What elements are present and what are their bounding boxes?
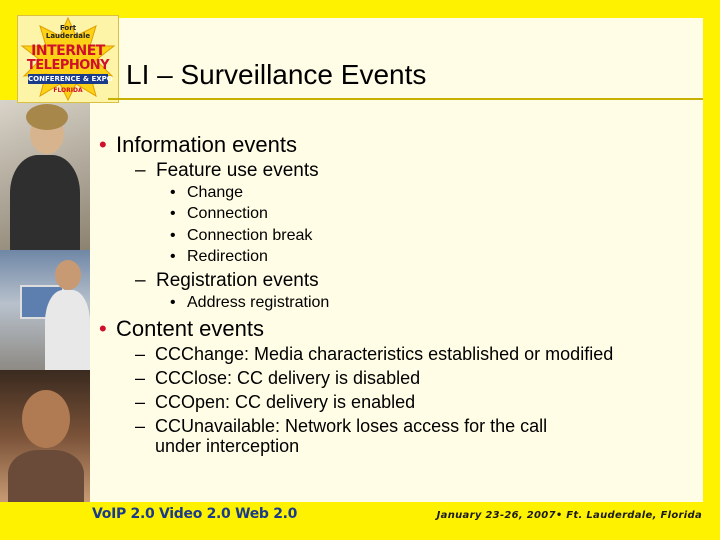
headset-woman-photo — [0, 370, 90, 502]
sub-bullet-marker: • — [170, 248, 176, 265]
photo-strip — [0, 100, 90, 502]
bullet-marker: • — [99, 132, 107, 157]
list-item: Change — [187, 184, 244, 201]
page-title: LI – Surveillance Events — [126, 59, 427, 90]
list-item: Connection break — [187, 227, 313, 244]
list-item: CCChange: Media characteristics established or modified — [155, 344, 614, 364]
logo-telephony: TELEPHONY — [26, 58, 110, 73]
person-body-shape — [10, 155, 80, 250]
logo-city-line2: Lauderdale — [45, 32, 91, 40]
list-item: Address registration — [187, 294, 330, 311]
list-item-continuation: under interception — [155, 436, 300, 456]
bullet-information-events: Information events — [116, 132, 297, 157]
list-item: CCOpen: CC delivery is enabled — [155, 392, 416, 412]
bullet-registration-events: Registration events — [156, 270, 319, 291]
sub-bullet-marker: • — [170, 205, 176, 222]
dash-marker: – — [135, 270, 146, 291]
list-item: CCClose: CC delivery is disabled — [155, 368, 421, 388]
bullet-content-events: Content events — [116, 316, 264, 341]
footer-date-location: January 23-26, 2007• Ft. Lauderdale, Florida — [436, 510, 702, 521]
conference-logo — [17, 15, 119, 103]
person-head-shape — [22, 390, 70, 448]
bullet-feature-use-events: Feature use events — [156, 160, 319, 181]
list-item: CCUnavailable: Network loses access for the call — [155, 416, 548, 436]
dash-marker: – — [135, 368, 146, 388]
list-item: Redirection — [187, 248, 268, 265]
logo-city-line1: Fort — [59, 24, 77, 32]
logo-state: FLORIDA — [53, 87, 83, 94]
person-hair-shape — [26, 104, 68, 130]
person-body-shape — [8, 450, 84, 502]
sub-bullet-marker: • — [170, 227, 176, 244]
logo-internet: INTERNET — [31, 43, 105, 59]
person-body-shape — [45, 290, 90, 370]
person-head-shape — [55, 260, 81, 290]
dash-marker: – — [135, 344, 146, 364]
list-item: Connection — [187, 205, 268, 222]
dash-marker: – — [135, 392, 146, 412]
businesswoman-photo — [0, 100, 90, 250]
dash-marker: – — [135, 416, 146, 436]
bullet-marker: • — [99, 316, 107, 341]
office-worker-photo — [0, 250, 90, 370]
footer-tagline: VoIP 2.0 Video 2.0 Web 2.0 — [92, 506, 298, 522]
sub-bullet-marker: • — [170, 294, 176, 311]
logo-conference: CONFERENCE & EXPO — [28, 75, 113, 83]
sub-bullet-marker: • — [170, 184, 176, 201]
title-divider — [108, 98, 703, 100]
dash-marker: – — [135, 160, 146, 181]
